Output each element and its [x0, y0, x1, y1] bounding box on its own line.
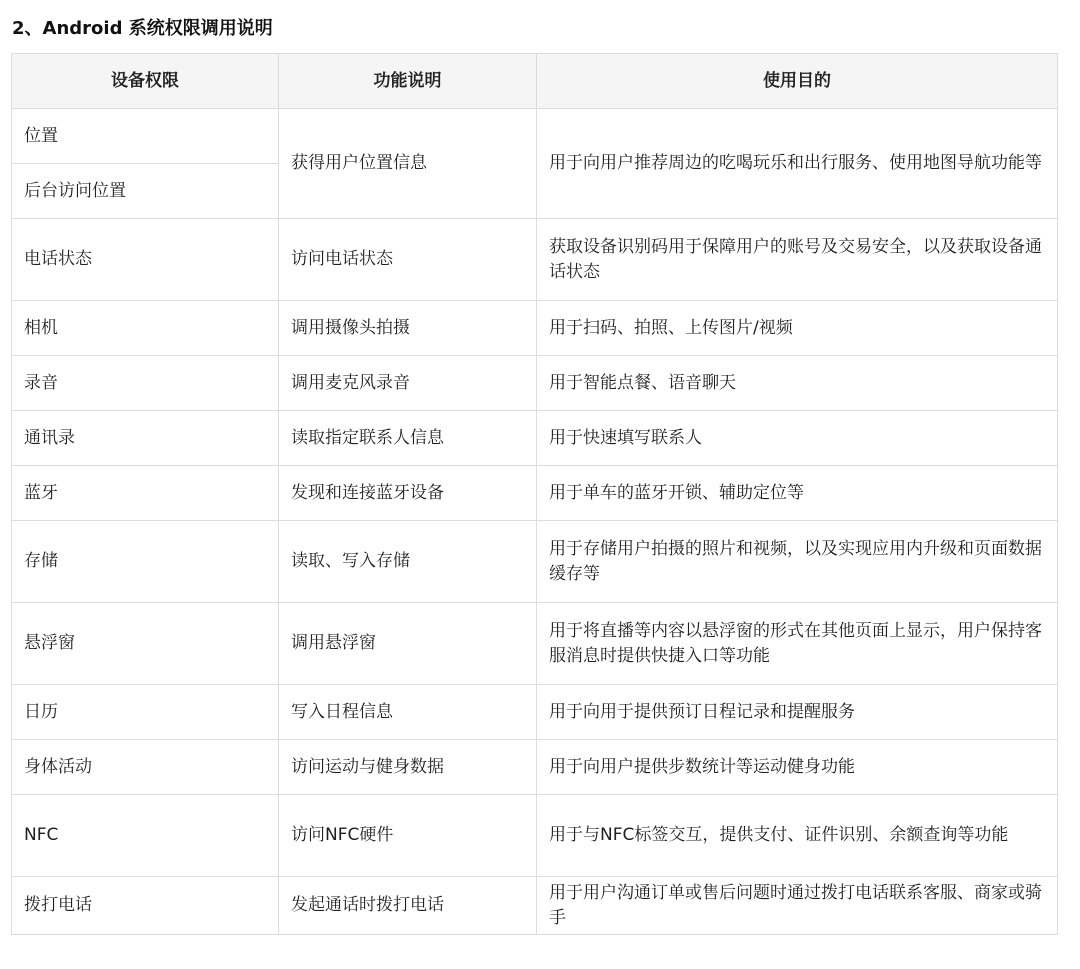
cell-function: 访问运动与健身数据 [279, 740, 537, 795]
cell-permission: NFC [12, 795, 279, 877]
cell-function: 调用悬浮窗 [279, 603, 537, 685]
cell-function: 调用麦克风录音 [279, 356, 537, 411]
cell-purpose: 用于快速填写联系人 [537, 411, 1058, 466]
cell-permission: 身体活动 [12, 740, 279, 795]
cell-purpose: 用于存储用户拍摄的照片和视频，以及实现应用内升级和页面数据缓存等 [537, 521, 1058, 603]
table-row [12, 109, 1058, 164]
cell-permission: 后台访问位置 [12, 164, 279, 219]
page-title: 2、Android 系统权限调用说明 [12, 18, 273, 39]
header-permission: 设备权限 [12, 54, 279, 109]
cell-purpose: 用于向用户推荐周边的吃喝玩乐和出行服务、使用地图导航功能等 [537, 109, 1058, 219]
cell-purpose: 用于向用户提供步数统计等运动健身功能 [537, 740, 1058, 795]
cell-purpose: 用于将直播等内容以悬浮窗的形式在其他页面上显示，用户保持客服消息时提供快捷入口等功能 [537, 603, 1058, 685]
cell-permission: 相机 [12, 301, 279, 356]
table-row [12, 685, 1058, 740]
table-row [12, 356, 1058, 411]
cell-purpose: 用于向用于提供预订日程记录和提醒服务 [537, 685, 1058, 740]
cell-permission: 蓝牙 [12, 466, 279, 521]
cell-function: 访问电话状态 [279, 219, 537, 301]
header-purpose: 使用目的 [537, 54, 1058, 109]
cell-permission: 录音 [12, 356, 279, 411]
cell-permission: 悬浮窗 [12, 603, 279, 685]
cell-function: 写入日程信息 [279, 685, 537, 740]
permissions-table [11, 53, 1058, 935]
table-row [12, 219, 1058, 301]
cell-purpose: 获取设备识别码用于保障用户的账号及交易安全，以及获取设备通话状态 [537, 219, 1058, 301]
cell-purpose: 用于用户沟通订单或售后问题时通过拨打电话联系客服、商家或骑手 [537, 877, 1058, 935]
table-header-row [12, 54, 1058, 109]
table-row [12, 521, 1058, 603]
cell-purpose: 用于扫码、拍照、上传图片/视频 [537, 301, 1058, 356]
table-row [12, 603, 1058, 685]
table-row [12, 877, 1058, 935]
cell-permission: 位置 [12, 109, 279, 164]
table-row [12, 466, 1058, 521]
cell-function: 调用摄像头拍摄 [279, 301, 537, 356]
header-function: 功能说明 [279, 54, 537, 109]
cell-function: 发现和连接蓝牙设备 [279, 466, 537, 521]
cell-permission: 存储 [12, 521, 279, 603]
cell-permission: 通讯录 [12, 411, 279, 466]
cell-permission: 电话状态 [12, 219, 279, 301]
table-row [12, 411, 1058, 466]
table-row [12, 795, 1058, 877]
cell-function: 读取、写入存储 [279, 521, 537, 603]
cell-function: 访问NFC硬件 [279, 795, 537, 877]
cell-function: 发起通话时拨打电话 [279, 877, 537, 935]
cell-permission: 日历 [12, 685, 279, 740]
cell-purpose: 用于智能点餐、语音聊天 [537, 356, 1058, 411]
cell-purpose: 用于单车的蓝牙开锁、辅助定位等 [537, 466, 1058, 521]
cell-function: 获得用户位置信息 [279, 109, 537, 219]
cell-purpose: 用于与NFC标签交互，提供支付、证件识别、余额查询等功能 [537, 795, 1058, 877]
cell-function: 读取指定联系人信息 [279, 411, 537, 466]
cell-permission: 拨打电话 [12, 877, 279, 935]
table-row [12, 740, 1058, 795]
table-row [12, 301, 1058, 356]
